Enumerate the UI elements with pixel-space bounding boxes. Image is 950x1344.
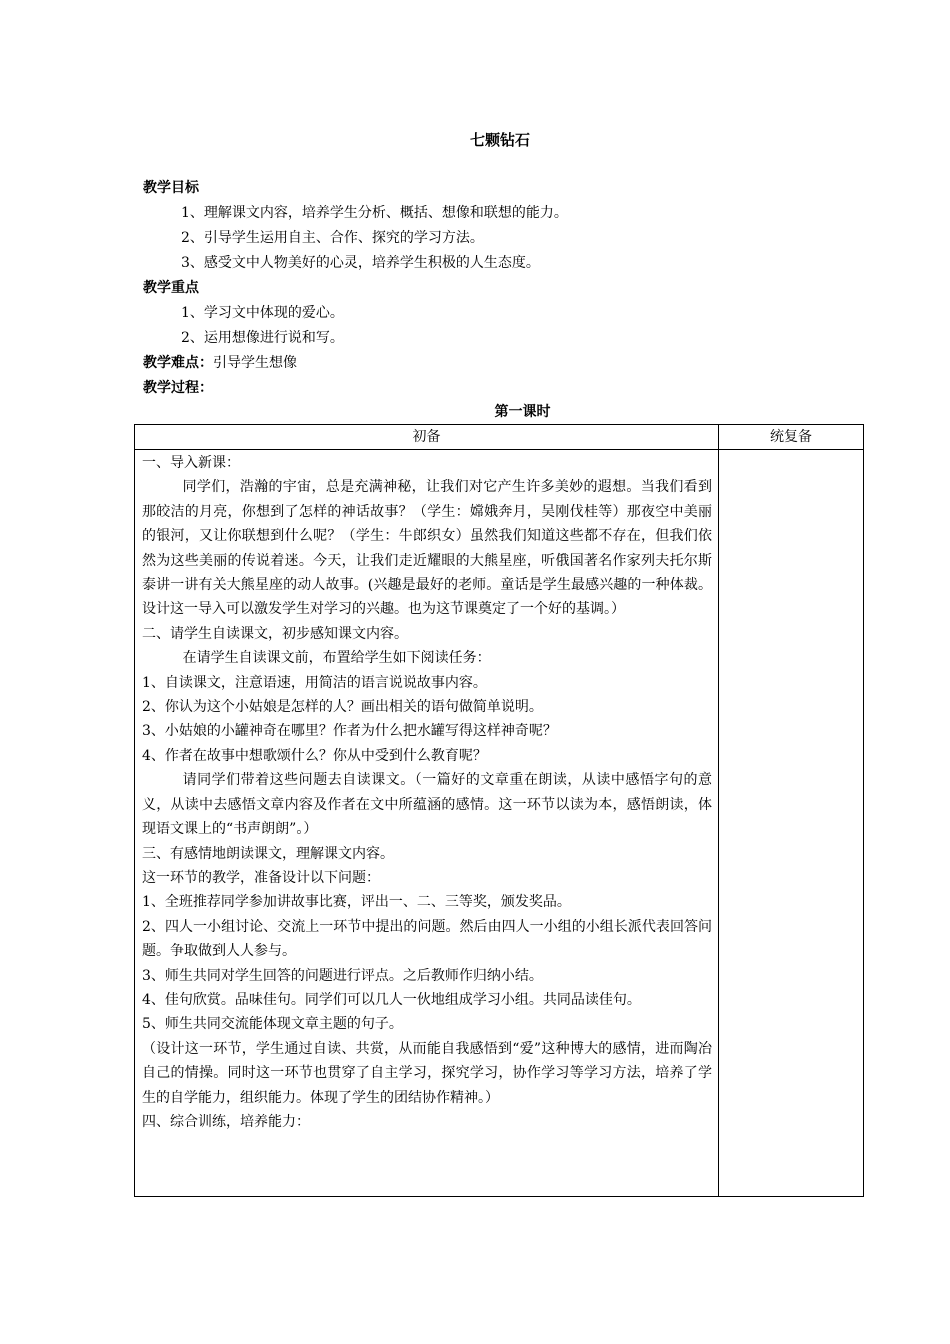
list-item: 1、全班推荐同学参加讲故事比赛，评出一、二、三等奖，颁发奖品。 xyxy=(142,894,571,911)
document-title: 七颗钻石 xyxy=(469,131,530,149)
goal-item: 3、感受文中人物美好的心灵，培养学生积极的人生态度。 xyxy=(181,255,540,271)
list-item: 1、自读课文，注意语速，用简洁的语言说说故事内容。 xyxy=(142,674,487,691)
session-title: 第一课时 xyxy=(494,404,551,420)
difficulty-line xyxy=(143,351,863,376)
list-item: 4、作者在故事中想歌颂什么？你从中受到什么教育呢？ xyxy=(142,747,487,764)
list-item: 2、你认为这个小姑娘是怎样的人？画出相关的语句做简单说明。 xyxy=(142,699,543,716)
list-item: 4、佳句欣赏。品味佳句。同学们可以几人一伙地组成学习小组。共同品读佳句。 xyxy=(142,991,641,1008)
initial-prep-cell xyxy=(135,450,719,1197)
section-heading: 三、有感情地朗读课文，理解课文内容。 xyxy=(142,845,394,862)
column-header-revision-prep: 统复备 xyxy=(719,425,864,450)
paragraph: 同学们，浩瀚的宇宙，总是充满神秘，让我们对它产生许多美妙的遐想。当我们看到那皎洁的月亮，你想到了怎样的神话故事？（学生：嫦娥奔月，吴刚伐桂等）那夜空中美丽的银河，又让你联想到什么呢？（学生：牛郎织女）虽然我们知道这些都不存在，但我们依然为这些美丽的传说着迷。今天，让我们走近耀眼的大熊星座，听俄国著名作家列夫托尔斯泰讲一讲有关大熊星座的动人故事。(兴趣是最好的老师。童话是学生最感兴趣的一种体裁。设计这一导入可以激发学生对学习的兴趣。也为这节课奠定了一个好的基调。） xyxy=(142,479,712,618)
goal-item: 2、引导学生运用自主、合作、探究的学习方法。 xyxy=(181,230,484,246)
key-point-item: 2、运用想像进行说和写。 xyxy=(181,330,344,346)
lesson-plan-table xyxy=(134,424,864,1197)
process-heading: 教学过程： xyxy=(143,380,213,396)
table-body-row xyxy=(135,450,864,1197)
goal-item: 1、理解课文内容，培养学生分析、概括、想像和联想的能力。 xyxy=(181,205,568,221)
list-item: 3、师生共同对学生回答的问题进行评点。之后教师作归纳小结。 xyxy=(142,967,543,984)
revision-prep-cell xyxy=(719,450,864,1197)
paragraph: （设计这一环节，学生通过自读、共赏，从而能自我感悟到“爱”这种博大的感情，进而陶冶自己的情操。同时这一环节也贯穿了自主学习，探究学习，协作学习等学习方法，培养了学生的自学能力，组织能力。体现了学生的团结协作精神。） xyxy=(142,1040,712,1106)
paragraph: 这一环节的教学，准备设计以下问题： xyxy=(142,869,380,886)
section-heading: 四、综合训练，培养能力： xyxy=(142,1113,310,1130)
paragraph: 请同学们带着这些问题去自读课文。（一篇好的文章重在朗读，从读中感悟字句的意义，从读中去感悟文章内容及作者在文中所蕴涵的感情。这一环节以读为本，感悟朗读，体现语文课上的“书声朗朗”。） xyxy=(142,772,712,838)
difficulty-label: 教学难点： xyxy=(143,355,213,371)
list-item: 5、师生共同交流能体现文章主题的句子。 xyxy=(142,1016,403,1033)
section-heading: 二、请学生自读课文，初步感知课文内容。 xyxy=(142,625,408,642)
paragraph: 在请学生自读课文前，布置给学生如下阅读任务： xyxy=(182,650,491,667)
lesson-meta xyxy=(143,176,863,401)
key-heading: 教学重点 xyxy=(143,280,199,296)
list-item: 2、四人一小组讨论、交流上一环节中提出的问题。然后由四人一小组的小组长派代表回答问题。争取做到人人参与。 xyxy=(142,918,712,960)
difficulty-text: 引导学生想像 xyxy=(213,355,297,371)
list-item: 3、小姑娘的小罐神奇在哪里？作者为什么把水罐写得这样神奇呢？ xyxy=(142,723,557,740)
table-header-row xyxy=(135,425,864,450)
section-heading: 一、导入新课： xyxy=(142,455,240,471)
goals-heading: 教学目标 xyxy=(143,180,199,196)
column-header-initial-prep: 初备 xyxy=(135,425,719,450)
key-point-item: 1、学习文中体现的爱心。 xyxy=(181,305,344,321)
